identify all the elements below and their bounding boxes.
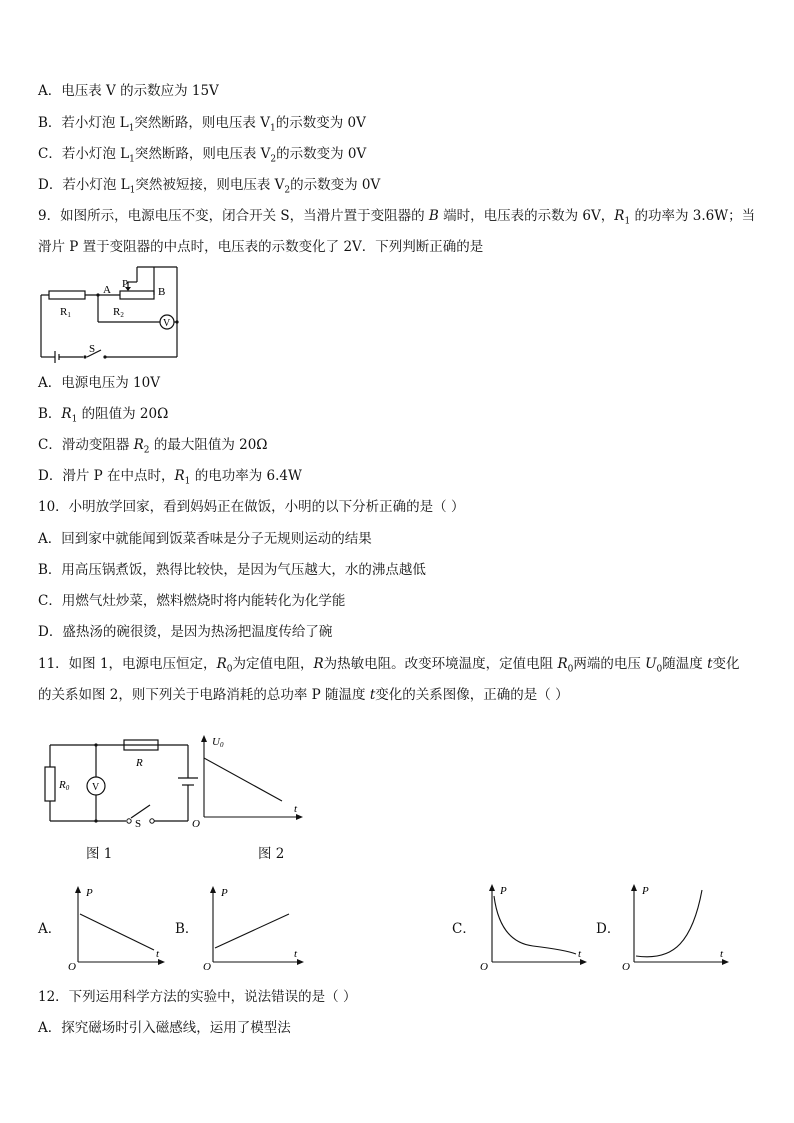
label-r0: R0 bbox=[59, 779, 70, 792]
q11-option-a-label: A． bbox=[38, 921, 62, 937]
label-s: S bbox=[135, 818, 142, 827]
axis-label-t: t bbox=[294, 948, 298, 960]
q11-option-d-label: D． bbox=[596, 921, 621, 937]
q12-stem: 12．下列运用科学方法的实验中，说法错误的是（ ） bbox=[38, 989, 357, 1005]
p-t-curve bbox=[215, 914, 289, 948]
q11-option-b-label: B． bbox=[175, 921, 199, 937]
q11-stem-line2: 的关系如图 2，则下列关于电路消耗的总功率 P 随温度 t变化的关系图像，正确的是（ ） bbox=[38, 687, 569, 703]
p-t-curve bbox=[494, 896, 576, 954]
origin-label: O bbox=[622, 961, 630, 972]
q11-figure1-circuit bbox=[38, 735, 198, 827]
axis-label-p: P bbox=[86, 887, 93, 899]
label-v: V bbox=[92, 782, 100, 793]
origin-label: O bbox=[480, 961, 488, 972]
q9-option-b: B．$R_1$ 的阻值为 20Ω bbox=[38, 406, 169, 425]
p-t-curve bbox=[80, 914, 154, 950]
q8-option-b: B．若小灯泡 $L_1$突然断路，则电压表 $V_1$的示数变为 0V bbox=[38, 115, 366, 134]
figure1-caption: 图 1 bbox=[86, 846, 113, 862]
q9-stem-line2: 滑片 P 置于变阻器的中点时，电压表的示数变化了 2V．下列判断正确的是 bbox=[38, 239, 484, 255]
q8-option-d: D．若小灯泡 $L_1$突然被短接，则电压表 $V_2$的示数变为 0V bbox=[38, 177, 381, 196]
axis-label-p: P bbox=[221, 887, 228, 899]
u0-t-line bbox=[204, 758, 282, 801]
label-b: B bbox=[158, 286, 166, 298]
q12-option-a: A．探究磁场时引入磁感线，运用了模型法 bbox=[38, 1020, 291, 1036]
q9-stem-line1: 9．如图所示，电源电压不变，闭合开关 S，当滑片置于变阻器的 B 端时，电压表的示数为 6V，$R_1$ 的功率为 3.6W；当 bbox=[38, 208, 756, 227]
origin-label: O bbox=[68, 961, 76, 972]
switch-icon bbox=[131, 805, 150, 818]
figure2-caption: 图 2 bbox=[258, 846, 285, 862]
q10-option-d: D．盛热汤的碗很烫，是因为热汤把温度传给了碗 bbox=[38, 624, 333, 640]
label-p: P bbox=[122, 278, 129, 290]
q10-option-b: B．用高压锅煮饭，熟得比较快，是因为气压越大，水的沸点越低 bbox=[38, 562, 426, 578]
q11-option-a-graph bbox=[66, 884, 166, 972]
r0-resistor bbox=[45, 767, 55, 801]
q8-option-c: C．若小灯泡 $L_1$突然断路，则电压表 $V_2$的示数变为 0V bbox=[38, 146, 367, 165]
q9-option-a: A．电源电压为 10V bbox=[38, 375, 160, 391]
q11-stem-line1: 11．如图 1，电源电压恒定，$R_0$为定值电阻，R为热敏电阻。改变环境温度，定值电阻 $R_0$两端的电压 $U_0$随温度 t变化 bbox=[38, 656, 740, 675]
axis-label-u0: U0 bbox=[212, 736, 224, 749]
q11-option-d-graph bbox=[620, 882, 732, 972]
label-a: A bbox=[103, 284, 111, 296]
origin-label: O bbox=[192, 818, 200, 828]
label-s: S bbox=[89, 343, 96, 355]
r1-resistor bbox=[49, 291, 85, 299]
p-t-curve bbox=[636, 890, 702, 957]
axis-label-t: t bbox=[156, 948, 160, 960]
axis-label-t: t bbox=[720, 948, 724, 960]
q10-option-a: A．回到家中就能闻到饭菜香味是分子无规则运动的结果 bbox=[38, 531, 372, 547]
axis-label-p: P bbox=[642, 885, 649, 897]
q10-option-c: C．用燃气灶炒菜，燃料燃烧时将内能转化为化学能 bbox=[38, 593, 346, 609]
r2-rheostat bbox=[120, 291, 154, 299]
axis-label-t: t bbox=[578, 948, 582, 960]
q10-stem: 10．小明放学回家，看到妈妈正在做饭，小明的以下分析正确的是（ ） bbox=[38, 499, 465, 515]
q8-option-a: A．电压表 V 的示数应为 15V bbox=[38, 83, 219, 99]
label-v: V bbox=[163, 318, 171, 329]
axis-label-p: P bbox=[500, 885, 507, 897]
q11-option-c-graph bbox=[478, 882, 590, 972]
label-r: R bbox=[136, 757, 143, 769]
origin-label: O bbox=[203, 961, 211, 972]
q9-option-d: D．滑片 P 在中点时，$R_1$ 的电功率为 6.4W bbox=[38, 468, 302, 487]
label-r2: R2 bbox=[113, 306, 124, 319]
q11-option-c-label: C． bbox=[452, 921, 476, 937]
label-r1: R1 bbox=[60, 306, 71, 319]
q11-figure2-graph bbox=[190, 733, 305, 828]
q11-option-b-graph bbox=[201, 884, 306, 972]
q9-circuit-diagram bbox=[35, 262, 185, 367]
axis-label-t: t bbox=[294, 803, 298, 815]
q9-option-c: C．滑动变阻器 $R_2$ 的最大阻值为 20Ω bbox=[38, 437, 268, 456]
